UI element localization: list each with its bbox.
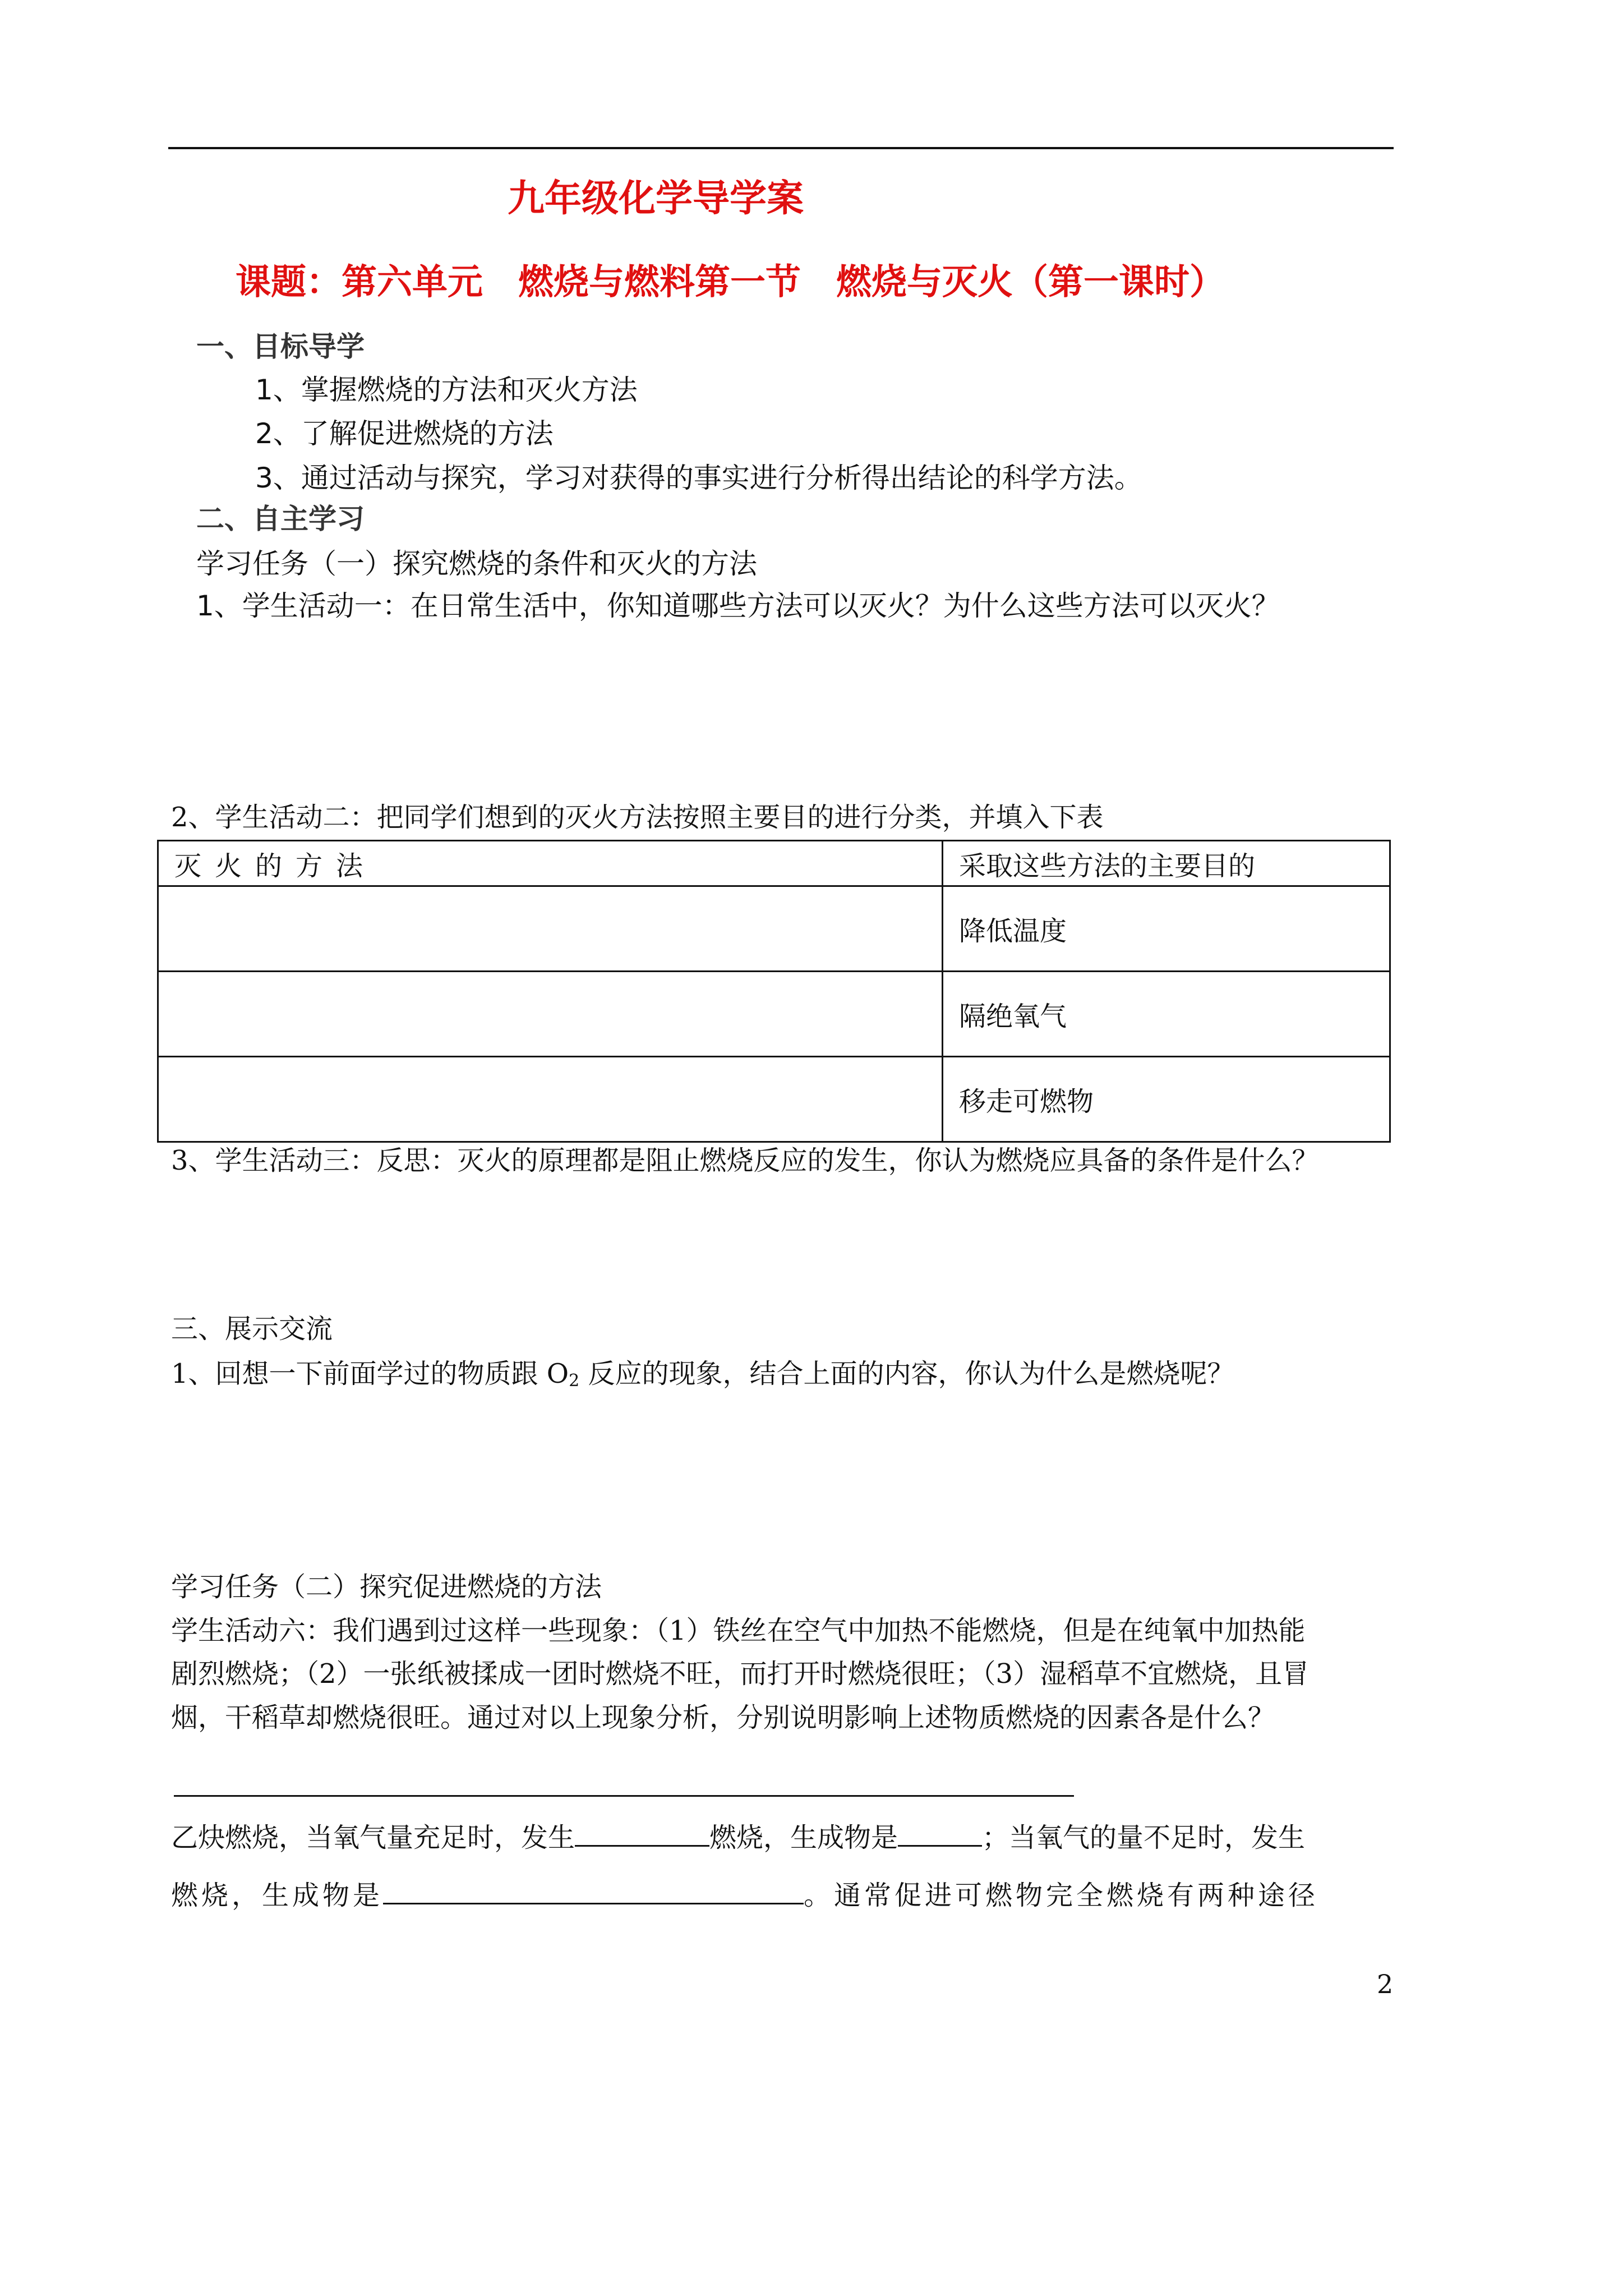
o2-subscript: 2 — [569, 1371, 580, 1391]
fill-line-1 — [171, 1816, 1305, 1855]
blank-product-1[interactable] — [898, 1818, 982, 1847]
table-row — [158, 1057, 1390, 1142]
answer-line[interactable] — [174, 1795, 1074, 1797]
fill-line-2 — [171, 1874, 1318, 1912]
section2-heading: 二、自主学习 — [196, 503, 365, 535]
task2-title: 学习任务（二）探究促进燃烧的方法 — [171, 1571, 602, 1603]
activity3-text: 3、学生活动三：反思：灭火的原理都是阻止燃烧反应的发生，你认为燃烧应具备的条件是什么？ — [171, 1145, 1319, 1176]
table-header-purpose: 采取这些方法的主要目的 — [943, 841, 1390, 886]
blank-combustion-type-1[interactable] — [575, 1818, 709, 1847]
fill-text-b: 燃烧，生成物是 — [709, 1822, 898, 1853]
lesson-title: 课题：第六单元 燃烧与燃料第一节 燃烧与灭火（第一课时） — [236, 261, 1225, 302]
method-table — [157, 840, 1391, 1143]
purpose-cell-2: 隔绝氧气 — [943, 972, 1390, 1057]
table-row — [158, 886, 1390, 972]
method-cell-2[interactable] — [158, 972, 943, 1057]
goal-item-2: 2、了解促进燃烧的方法 — [255, 417, 554, 450]
goal-item-1: 1、掌握燃烧的方法和灭火方法 — [255, 374, 638, 406]
activity6-line2: 剧烈燃烧；（2）一张纸被揉成一团时燃烧不旺，而打开时燃烧很旺；（3）湿稻草不宜燃烧，且冒 — [171, 1658, 1310, 1690]
goal-item-3: 3、通过活动与探究，学习对获得的事实进行分析得出结论的科学方法。 — [255, 462, 1142, 494]
question1 — [171, 1352, 1234, 1391]
fill-text-d: 燃烧，生成物是 — [171, 1880, 384, 1911]
activity2-text: 2、学生活动二：把同学们想到的灭火方法按照主要目的进行分类，并填入下表 — [171, 802, 1104, 833]
fill-text-a: 乙炔燃烧，当氧气量充足时，发生 — [171, 1822, 575, 1853]
purpose-cell-3: 移走可燃物 — [943, 1057, 1390, 1142]
table-header-methods: 灭火的方法 — [158, 841, 943, 886]
section3-heading: 三、展示交流 — [171, 1313, 333, 1345]
fill-text-c: ；当氧气的量不足时，发生 — [982, 1822, 1306, 1853]
page-number: 2 — [1377, 1969, 1394, 1999]
question1-part1: 1、回想一下前面学过的物质跟 O — [171, 1358, 569, 1389]
purpose-cell-1: 降低温度 — [943, 886, 1390, 972]
blank-product-2[interactable] — [383, 1876, 804, 1904]
table-header-row — [158, 841, 1390, 886]
table-row — [158, 972, 1390, 1057]
section1-heading: 一、目标导学 — [196, 330, 365, 363]
activity1-text: 1、学生活动一：在日常生活中，你知道哪些方法可以灭火？为什么这些方法可以灭火？ — [196, 590, 1280, 622]
method-cell-3[interactable] — [158, 1057, 943, 1142]
activity6-line3: 烟，干稻草却燃烧很旺。通过对以上现象分析，分别说明影响上述物质燃烧的因素各是什么？ — [171, 1702, 1275, 1733]
question1-part2: 反应的现象，结合上面的内容，你认为什么是燃烧呢？ — [579, 1358, 1234, 1389]
activity6-line1: 学生活动六：我们遇到过这样一些现象：（1）铁丝在空气中加热不能燃烧，但是在纯氧中加热能 — [171, 1615, 1306, 1646]
task1-title: 学习任务（一）探究燃烧的条件和灭火的方法 — [196, 547, 757, 580]
method-cell-1[interactable] — [158, 886, 943, 972]
doc-title: 九年级化学导学案 — [508, 176, 804, 220]
top-rule — [168, 147, 1394, 149]
fill-text-e: 。通常促进可燃物完全燃烧有两种途径 — [804, 1880, 1319, 1911]
